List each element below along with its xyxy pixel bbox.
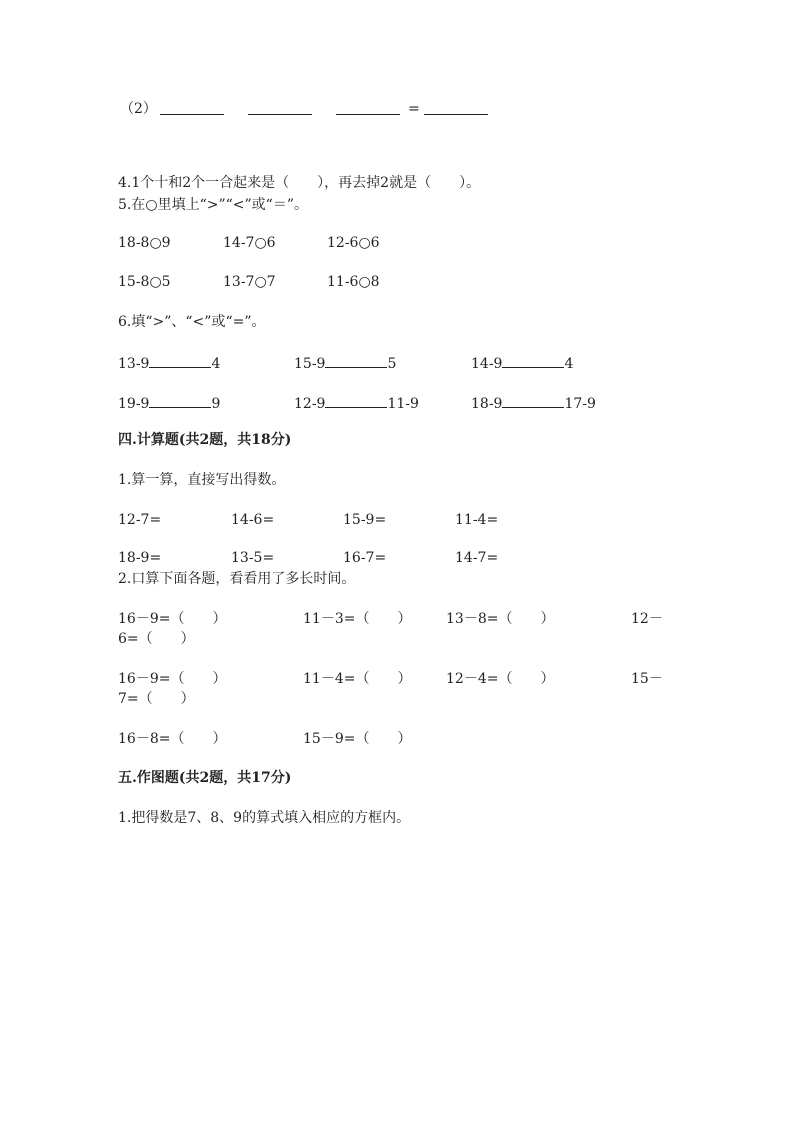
section-5-heading: 五.作图题(共2题，共17分) <box>118 770 292 786</box>
answer-blank[interactable] <box>149 353 211 368</box>
calc-item: 18-9= <box>118 550 162 566</box>
fill-right: 4 <box>564 356 574 372</box>
oral-calc-item: 12－ <box>631 611 663 627</box>
question-5-title: 5.在○里填上“>”“<”或“＝”。 <box>118 197 308 213</box>
question-6-title: 6.填“>”、“<”或“=”。 <box>118 314 266 330</box>
question-4: 4.1个十和2个一合起来是（ ），再去掉2就是（ ）。 <box>118 175 481 191</box>
answer-blank[interactable] <box>248 100 312 115</box>
fill-item <box>118 353 220 373</box>
section-4-q1-title: 1.算一算，直接写出得数。 <box>118 472 286 488</box>
compare-item: 18-8○9 <box>118 235 171 251</box>
calc-item: 14-6= <box>231 512 275 528</box>
fill-left: 19-9 <box>118 396 150 412</box>
oral-calc-item: 16－9=（ ） <box>118 671 227 687</box>
answer-blank[interactable] <box>336 100 400 115</box>
oral-calc-item: 12－4=（ ） <box>446 671 555 687</box>
fill-left: 12-9 <box>294 396 326 412</box>
fill-right: 17-9 <box>564 396 596 412</box>
fill-item <box>294 353 396 373</box>
fill-item <box>294 393 419 413</box>
fill-left: 18-9 <box>471 396 503 412</box>
fill-item <box>471 393 596 413</box>
q2-label: （2） <box>120 101 157 117</box>
fill-left: 14-9 <box>471 356 503 372</box>
oral-calc-wrap: 6=（ ） <box>118 631 195 647</box>
fill-right: 5 <box>387 356 397 372</box>
fill-item <box>118 393 220 413</box>
fill-item <box>471 353 573 373</box>
compare-item: 14-7○6 <box>223 235 276 251</box>
oral-calc-item: 15－9=（ ） <box>303 731 412 747</box>
compare-item: 12-6○6 <box>327 235 380 251</box>
oral-calc-wrap: 7=（ ） <box>118 691 195 707</box>
oral-calc-item: 15－ <box>631 671 663 687</box>
answer-blank[interactable] <box>149 393 211 408</box>
answer-blank[interactable] <box>325 393 387 408</box>
section-5-q1: 1.把得数是7、8、9的算式填入相应的方框内。 <box>118 810 411 826</box>
oral-calc-item: 16－9=（ ） <box>118 611 227 627</box>
calc-item: 13-5= <box>231 550 275 566</box>
answer-blank[interactable] <box>160 100 224 115</box>
calc-item: 14-7= <box>455 550 499 566</box>
section-4-heading: 四.计算题(共2题，共18分) <box>118 432 292 448</box>
equals-sign: = <box>408 101 420 117</box>
fill-right: 11-9 <box>387 396 419 412</box>
calc-item: 11-4= <box>455 512 499 528</box>
oral-calc-item: 13－8=（ ） <box>446 611 555 627</box>
oral-calc-item: 16－8=（ ） <box>118 731 227 747</box>
oral-calc-item: 11－4=（ ） <box>303 671 412 687</box>
answer-blank[interactable] <box>424 100 488 115</box>
compare-item: 11-6○8 <box>327 274 380 290</box>
section-4-q2-title: 2.口算下面各题，看看用了多长时间。 <box>118 571 356 587</box>
answer-blank[interactable] <box>325 353 387 368</box>
answer-blank[interactable] <box>502 393 564 408</box>
calc-item: 15-9= <box>343 512 387 528</box>
fill-left: 13-9 <box>118 356 150 372</box>
fill-left: 15-9 <box>294 356 326 372</box>
compare-item: 13-7○7 <box>223 274 276 290</box>
fill-right: 9 <box>211 396 221 412</box>
fill-right: 4 <box>211 356 221 372</box>
compare-item: 15-8○5 <box>118 274 171 290</box>
oral-calc-item: 11－3=（ ） <box>303 611 412 627</box>
calc-item: 12-7= <box>118 512 162 528</box>
answer-blank[interactable] <box>502 353 564 368</box>
calc-item: 16-7= <box>343 550 387 566</box>
